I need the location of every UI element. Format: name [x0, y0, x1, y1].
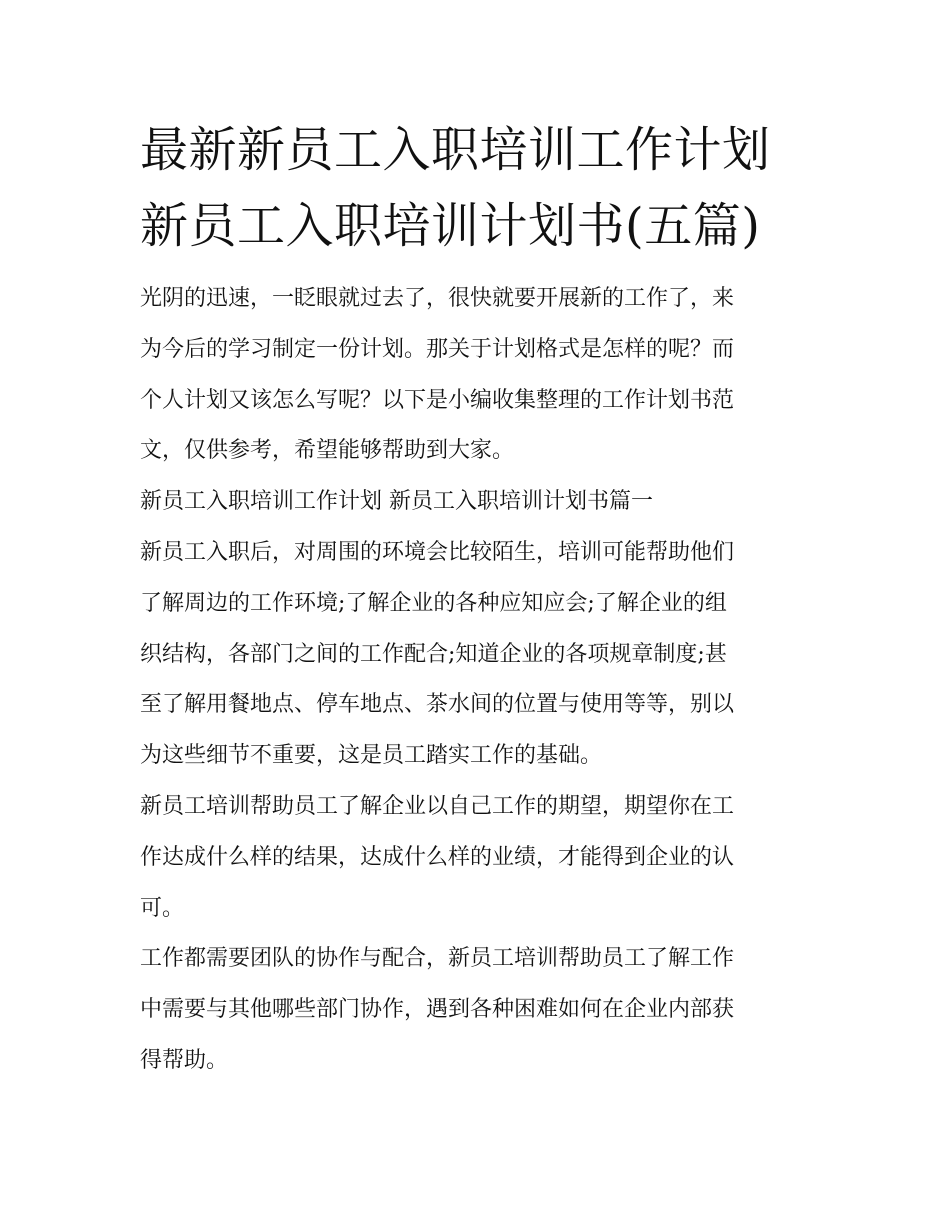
- text-line: 得帮助。: [140, 1047, 229, 1073]
- text-line: 新员工入职培训工作计划 新员工入职培训计划书篇一: [140, 489, 653, 515]
- document-title: [140, 112, 820, 264]
- text-line: 中需要与其他哪些部门协作，遇到各种困难如何在企业内部获: [140, 997, 735, 1023]
- text-line: 为今后的学习制定一份计划。那关于计划格式是怎样的呢？而: [140, 336, 735, 362]
- intro-paragraph: [140, 274, 820, 477]
- document-body: [140, 112, 820, 1087]
- text-line: 文，仅供参考，希望能够帮助到大家。: [140, 438, 515, 464]
- text-line: 织结构，各部门之间的工作配合;知道企业的各项规章制度;甚: [140, 641, 727, 667]
- text-line: 光阴的迅速，一眨眼就过去了，很快就要开展新的工作了，来: [140, 286, 735, 311]
- text-line: 作达成什么样的结果，达成什么样的业绩，才能得到企业的认: [140, 844, 735, 870]
- text-line: 新员工培训帮助员工了解企业以自己工作的期望，期望你在工: [140, 793, 735, 819]
- body-paragraph: [140, 528, 820, 782]
- text-line: 至了解用餐地点、停车地点、茶水间的位置与使用等等，别以: [140, 692, 735, 718]
- title-line: 最新新员工入职培训工作计划: [140, 122, 771, 178]
- title-line: 新员工入职培训计划书(五篇): [140, 198, 761, 254]
- text-line: 新员工入职后，对周围的环境会比较陌生，培训可能帮助他们: [140, 539, 735, 565]
- text-line: 工作都需要团队的协作与配合，新员工培训帮助员工了解工作: [140, 946, 735, 972]
- body-paragraph: [140, 782, 820, 934]
- text-line: 为这些细节不重要，这是员工踏实工作的基础。: [140, 743, 603, 769]
- text-line: 个人计划又该怎么写呢？以下是小编收集整理的工作计划书范: [140, 387, 735, 413]
- text-line: 了解周边的工作环境;了解企业的各种应知应会;了解企业的组: [140, 590, 727, 616]
- body-paragraph: [140, 934, 820, 1086]
- section-heading: [140, 477, 820, 528]
- text-line: 可。: [140, 895, 185, 921]
